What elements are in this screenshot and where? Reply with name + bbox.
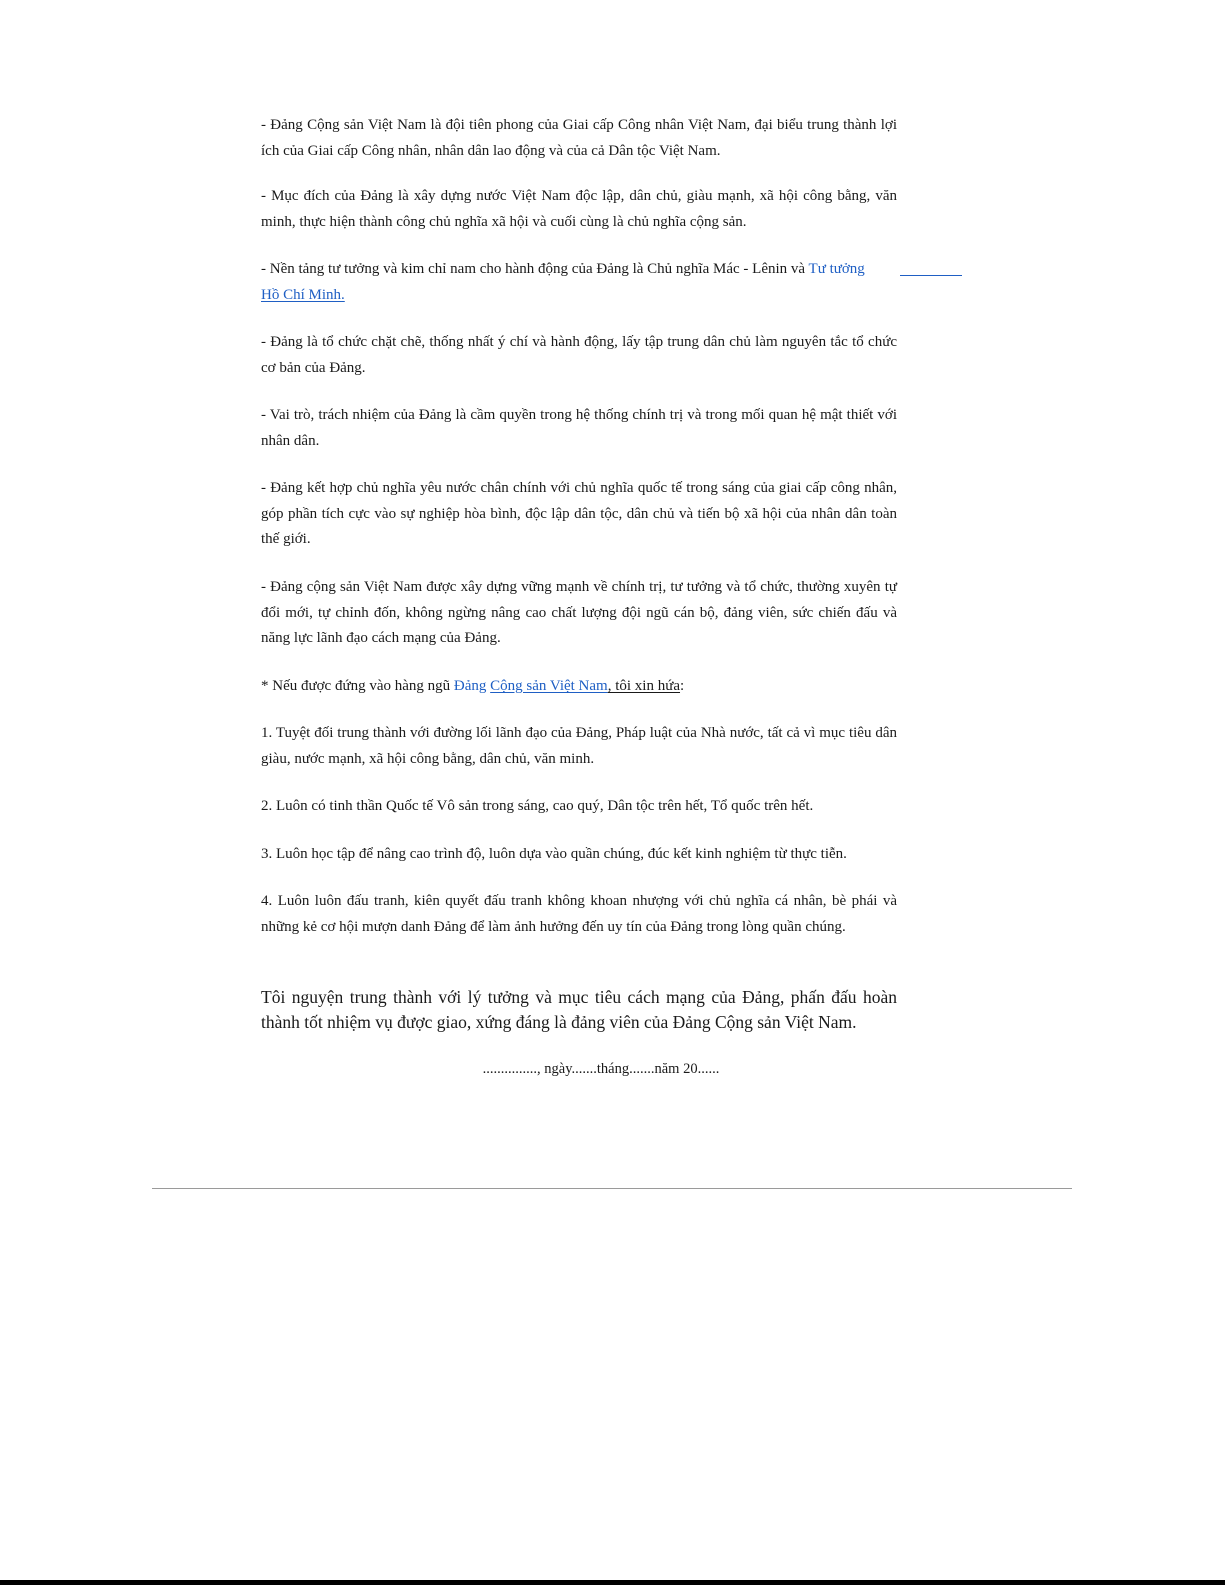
link-dang[interactable]: Đảng	[453, 678, 487, 694]
link-underline-trail	[900, 275, 962, 276]
paragraph-8-underlined: , tôi xin hứa	[607, 678, 681, 694]
bottom-edge	[0, 1580, 1225, 1585]
paragraph-1: - Đảng Cộng sản Việt Nam là đội tiên phong của Giai cấp Công nhân Việt Nam, đại biểu trung thành lợi ích của Giai cấp Công nhân, nhân dân lao động và của cả Dân tộc Việt Nam.	[261, 117, 897, 159]
paragraph-3-text: - Nền tảng tư tưởng và kim chỉ nam cho hành động của Đảng là Chủ nghĩa Mác - Lênin và	[261, 261, 809, 277]
page-divider	[152, 1188, 1072, 1189]
paragraph-7: - Đảng cộng sản Việt Nam được xây dựng vững mạnh về chính trị, tư tưởng và tổ chức, thường xuyên tự đổi mới, tự chỉnh đốn, không ngừng nâng cao chất lượng đội ngũ cán bộ, đảng viên, sức chiến đấu và năng lực lãnh đạo cách mạng của Đảng.	[261, 579, 897, 646]
promise-3: 3. Luôn học tập để nâng cao trình độ, luôn dựa vào quần chúng, đúc kết kinh nghiệm từ thực tiễn.	[261, 846, 847, 862]
paragraph-6: - Đảng kết hợp chủ nghĩa yêu nước chân chính với chủ nghĩa quốc tế trong sáng của giai cấp công nhân, góp phần tích cực vào sự nghiệp hòa bình, độc lập dân tộc, dân chủ và tiến bộ xã hội của nhân dân toàn thế giới.	[261, 480, 897, 547]
paragraph-5: - Vai trò, trách nhiệm của Đảng là cầm quyền trong hệ thống chính trị và trong mối quan hệ mật thiết với nhân dân.	[261, 407, 897, 449]
paragraph-8	[261, 674, 897, 700]
pledge-statement: Tôi nguyện trung thành với lý tưởng và mục tiêu cách mạng của Đảng, phấn đấu hoàn thành tốt nhiệm vụ được giao, xứng đáng là đảng viên của Đảng Cộng sản Việt Nam.	[261, 987, 897, 1032]
paragraph-2: - Mục đích của Đảng là xây dựng nước Việt Nam độc lập, dân chủ, giàu mạnh, xã hội công bằng, văn minh, thực hiện thành công chủ nghĩa xã hội và cuối cùng là chủ nghĩa cộng sản.	[261, 188, 897, 230]
promise-2: 2. Luôn có tinh thần Quốc tế Vô sản trong sáng, cao quý, Dân tộc trên hết, Tổ quốc trên hết.	[261, 798, 814, 814]
paragraph-3-period: .	[341, 286, 345, 303]
paragraph-8-colon: :	[680, 678, 685, 694]
paragraph-8-text: * Nếu được đứng vào hàng ngũ	[261, 678, 454, 694]
promise-1: 1. Tuyệt đối trung thành với đường lối lãnh đạo của Đảng, Pháp luật của Nhà nước, tất cả vì mục tiêu dân giàu, nước mạnh, xã hội công bằng, dân chủ, văn minh.	[261, 725, 897, 767]
paragraph-3	[261, 257, 897, 308]
date-line: ..............., ngày.......tháng.......năm 20......	[482, 1061, 720, 1077]
link-part-2[interactable]: Hồ Chí Minh	[261, 286, 342, 303]
link-part-1[interactable]: Tư tưởng	[808, 261, 865, 277]
promise-4: 4. Luôn luôn đấu tranh, kiên quyết đấu tranh không khoan nhượng với chủ nghĩa cá nhân, bè phái và những kẻ cơ hội mượn danh Đảng để làm ảnh hưởng đến uy tín của Đảng trong lòng quần chúng.	[261, 893, 897, 935]
link-cong-san-viet-nam[interactable]: Cộng sản Việt Nam	[490, 678, 608, 694]
paragraph-4: - Đảng là tổ chức chặt chẽ, thống nhất ý chí và hành động, lấy tập trung dân chủ làm nguyên tắc tổ chức cơ bản của Đảng.	[261, 334, 897, 376]
